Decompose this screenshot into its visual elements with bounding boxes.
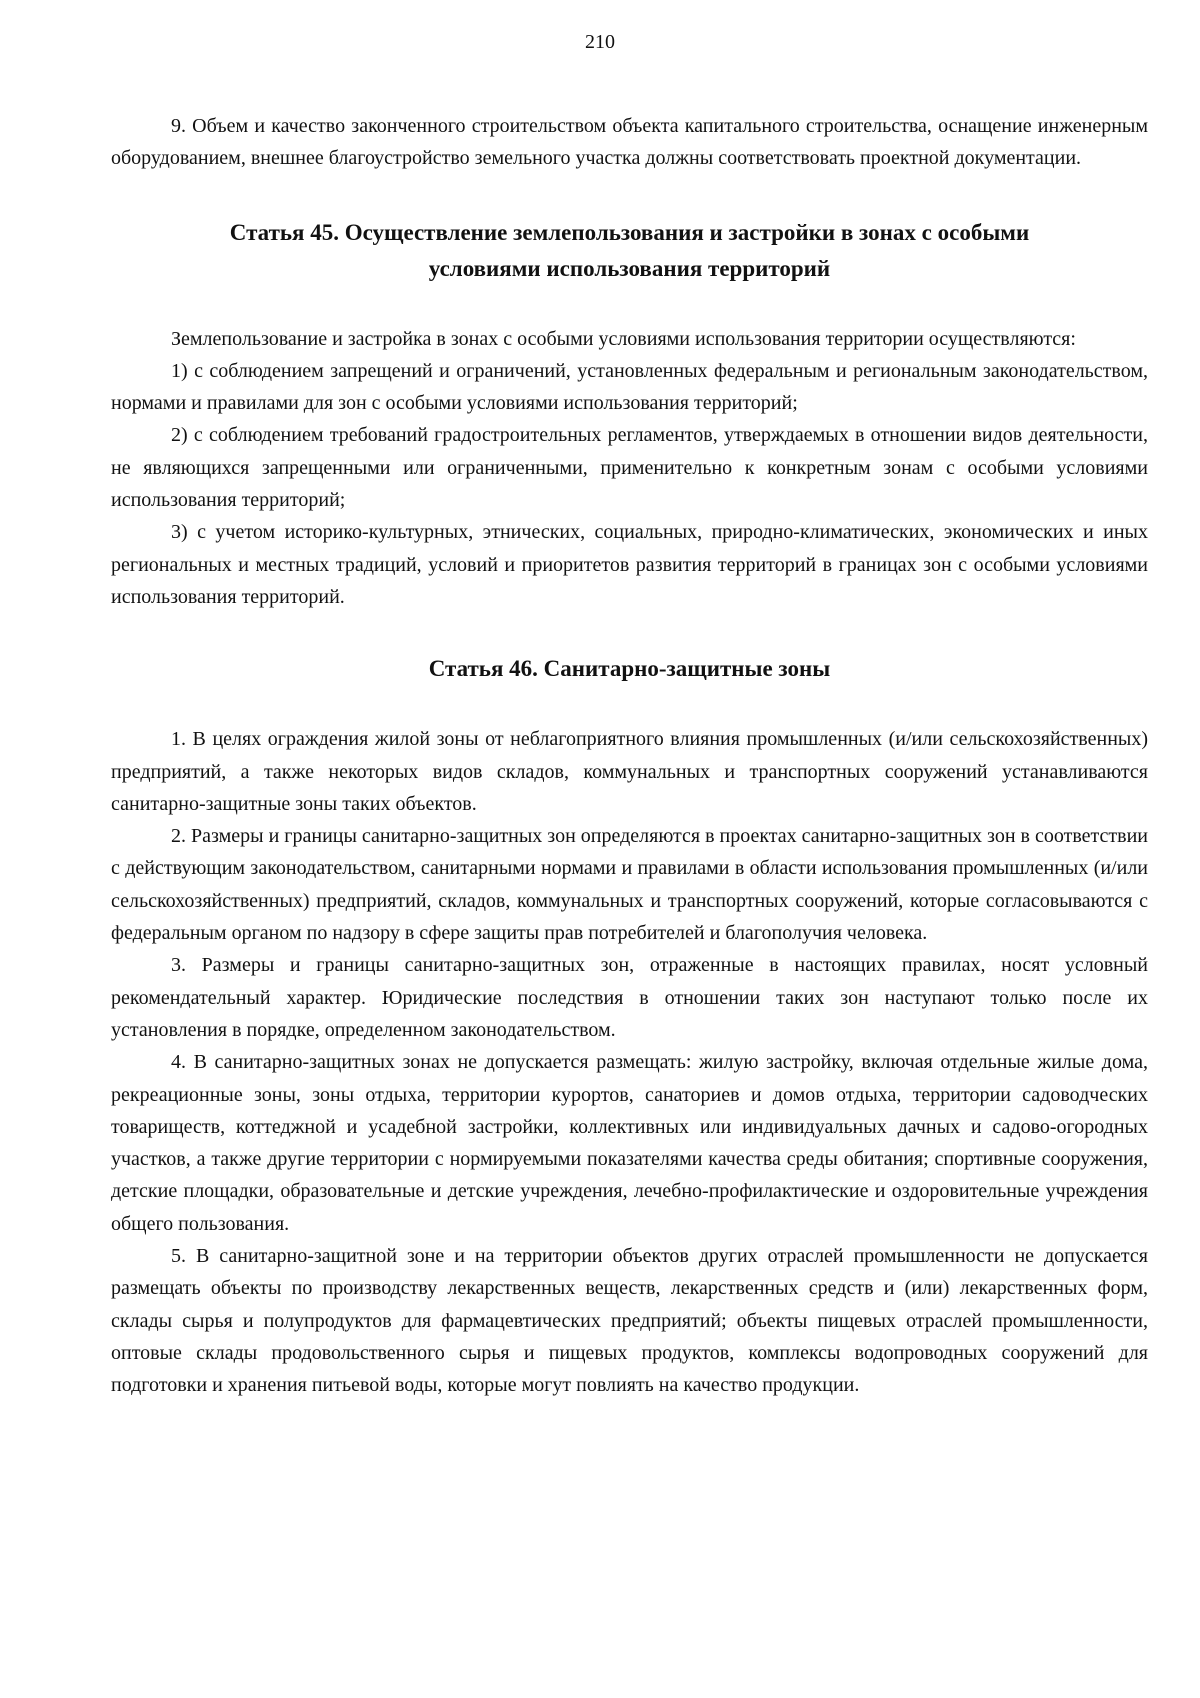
article-45-title-line-2: условиями использования территорий — [428, 255, 831, 281]
article-46-heading: Статья 46. Санитарно-защитные зоны — [428, 656, 831, 682]
article-45-heading — [111, 215, 1148, 287]
page-number: 210 — [585, 31, 615, 53]
article-46-paragraph: 2. Размеры и границы санитарно-защитных зон определяются в проектах санитарно-защитных зон в соответствии с действующим законодательством, санитарными нормами и правилами в области использования промышленных (и/или сельскохозяйственных) предприятий, складов, коммунальных и транспортных сооружений, которые согласовываются с федеральным органом по надзору в сфере защиты прав потребителей и благополучия человека. — [111, 825, 1148, 945]
page-content — [111, 110, 1148, 1402]
article-46-paragraph: 5. В санитарно-защитной зоне и на территории объектов других отраслей промышленности не допускается размещать объекты по производству лекарственных веществ, лекарственных средств и (или) лекарственных форм, склады сырья и полупродуктов для фармацевтических предприятий; объекты пищевых отраслей промышленности, оптовые склады продовольственного сырья и пищевых продуктов, комплексы водопроводных сооружений для подготовки и хранения питьевой воды, которые могут повлиять на качество продукции. — [111, 1245, 1148, 1397]
article-46-paragraph: 1. В целях ограждения жилой зоны от неблагоприятного влияния промышленных (и/или сельскохозяйственных) предприятий, а также некоторых видов складов, коммунальных и транспортных сооружений устанавливаются санитарно-защитные зоны таких объектов. — [111, 728, 1148, 815]
article-45-paragraph: 3) с учетом историко-культурных, этнических, социальных, природно-климатических, экономических и иных региональных и местных традиций, условий и приоритетов развития территорий в границах зон с особыми условиями использования территорий. — [111, 521, 1148, 608]
article-45-title-line-1: Статья 45. Осуществление землепользования и застройки в зонах с особыми — [229, 219, 1030, 245]
article-45-paragraph: 2) с соблюдением требований градостроительных регламентов, утверждаемых в отношении видов деятельности, не являющихся запрещенными или ограниченными, применительно к конкретным зонам с особыми условиями использования территорий; — [111, 424, 1148, 512]
article-46-paragraph: 4. В санитарно-защитных зонах не допускается размещать: жилую застройку, включая отдельные жилые дома, рекреационные зоны, зоны отдыха, территории курортов, санаториев и домов отдыха, территории садоводческих товариществ, коттеджной и усадебной застройки, коллективных или индивидуальных дачных и садово-огородных участков, а также другие территории с нормируемыми показателями качества среды обитания; спортивные сооружения, детские площадки, образовательные и детские учреждения, лечебно-профилактические и оздоровительные учреждения общего пользования. — [111, 1051, 1148, 1235]
article-45-paragraph: Землепользование и застройка в зонах с особыми условиями использования территории осуществляются: — [171, 327, 1076, 350]
article-46-paragraph: 3. Размеры и границы санитарно-защитных зон, отраженные в настоящих правилах, носят условный рекомендательный характер. Юридические последствия в отношении таких зон наступают только после их установления в порядке, определенном законодательством. — [111, 954, 1148, 1041]
paragraph-item-9: 9. Объем и качество законченного строительством объекта капитального строительства, оснащение инженерным оборудованием, внешнее благоустройство земельного участка должны соответствовать проектной документации. — [111, 115, 1148, 170]
article-45-paragraph: 1) с соблюдением запрещений и ограничений, установленных федеральным и региональным законодательством, нормами и правилами для зон с особыми условиями использования территорий; — [111, 359, 1148, 415]
